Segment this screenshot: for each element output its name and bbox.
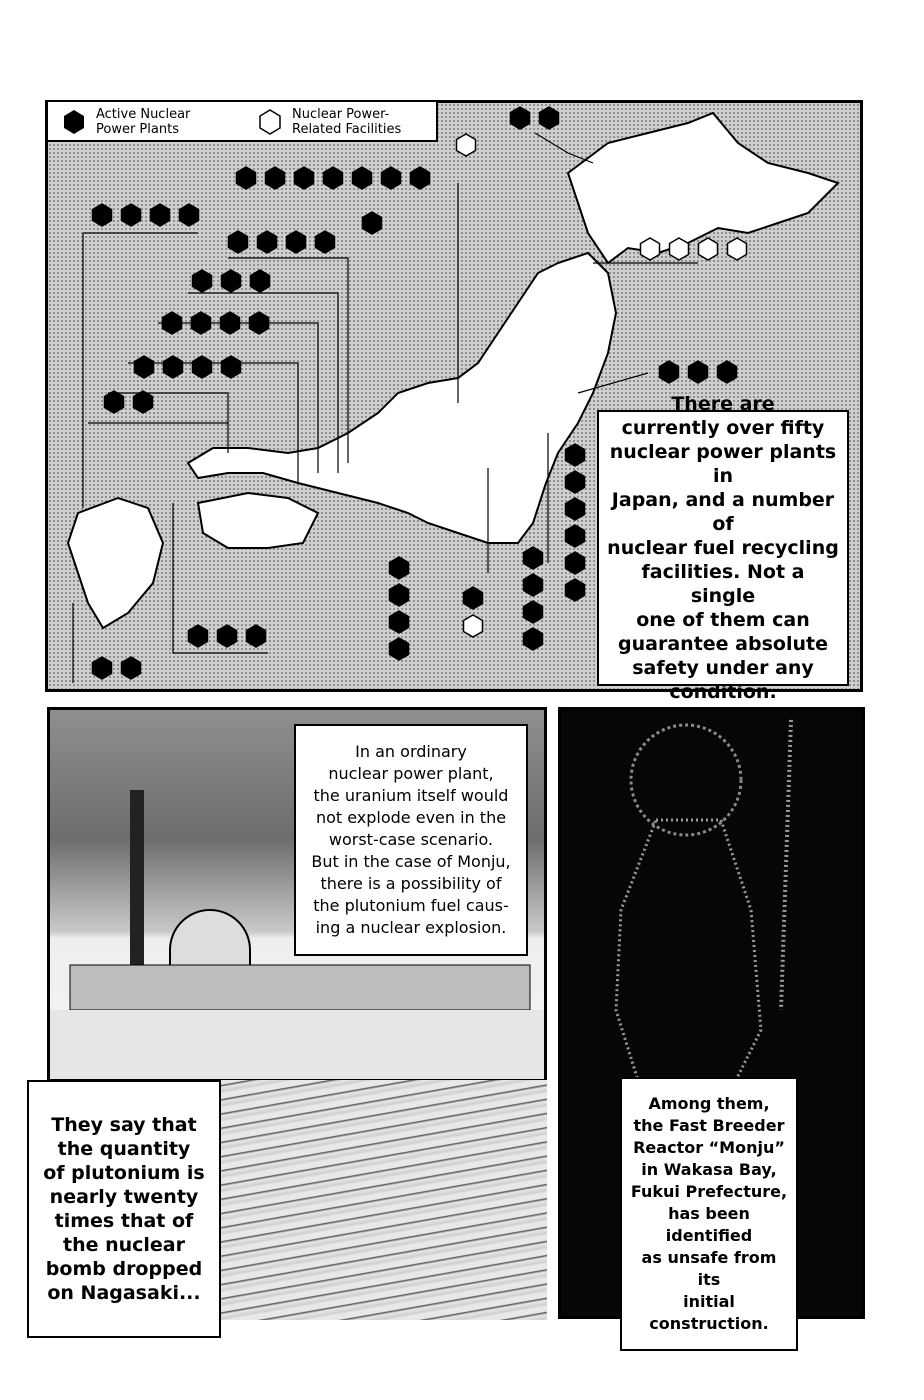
active-plant-marker-icon	[122, 657, 141, 679]
legend-related-label	[292, 107, 401, 137]
monju-caption-line: nuclear power plant,	[328, 764, 494, 783]
plant-shoreline	[50, 1010, 544, 1079]
among-caption-line: in Wakasa Bay,	[641, 1160, 777, 1179]
map-legend	[48, 102, 438, 142]
active-plant-marker-icon	[189, 625, 208, 647]
among-caption-line: as unsafe from its	[641, 1248, 777, 1289]
active-plant-marker-icon	[390, 611, 409, 633]
among-caption-line: Reactor “Monju”	[633, 1138, 785, 1157]
map-caption-line: condition.	[669, 681, 777, 703]
monju-caption-line: But in the case of Monju,	[311, 852, 511, 871]
active-plant-marker-icon	[180, 204, 199, 226]
active-plant-marker-icon	[324, 167, 343, 189]
legend-active-line1: Active Nuclear	[96, 107, 191, 122]
active-plant-marker-icon	[464, 587, 483, 609]
active-plant-marker-icon	[566, 579, 585, 601]
active-plant-marker-icon	[566, 471, 585, 493]
active-plant-marker-icon	[660, 361, 679, 383]
related-facility-icon	[260, 110, 280, 134]
active-plant-marker-icon	[164, 356, 183, 378]
active-plant-marker-icon	[363, 212, 382, 234]
related-facility-marker-icon	[699, 238, 718, 260]
active-plant-marker-icon	[229, 231, 248, 253]
legend-related-line1: Nuclear Power-	[292, 107, 390, 122]
active-plant-marker-icon	[524, 547, 543, 569]
among-caption-line: Fukui Prefecture,	[630, 1182, 788, 1201]
map-caption-line: currently over fifty	[621, 417, 825, 439]
map-caption-line: facilities. Not a single	[641, 561, 805, 607]
active-plant-marker-icon	[222, 270, 241, 292]
active-plant-marker-icon	[566, 444, 585, 466]
active-plant-marker-icon	[524, 628, 543, 650]
active-plant-marker-icon	[122, 204, 141, 226]
monju-fukui-caption	[620, 1077, 798, 1351]
active-plant-marker-icon	[540, 107, 559, 129]
active-plant-marker-icon	[247, 625, 266, 647]
active-plant-marker-icon	[93, 204, 112, 226]
active-plant-marker-icon	[382, 167, 401, 189]
active-plant-marker-icon	[93, 657, 112, 679]
active-plant-marker-icon	[287, 231, 306, 253]
active-plant-marker-icon	[566, 498, 585, 520]
plutonium-caption-line: They say that	[51, 1114, 197, 1136]
monju-caption-line: ing a nuclear explosion.	[315, 918, 507, 937]
active-plant-marker-icon	[250, 312, 269, 334]
active-plant-marker-icon	[295, 167, 314, 189]
active-plant-marker-icon	[193, 270, 212, 292]
legend-related-line2: Related Facilities	[292, 122, 402, 137]
active-plant-marker-icon	[193, 356, 212, 378]
plant-buildings	[70, 965, 530, 1010]
map-caption-line: nuclear power plants in	[609, 441, 837, 487]
active-plant-marker-icon	[105, 391, 124, 413]
active-plant-marker-icon	[390, 557, 409, 579]
active-plant-marker-icon	[390, 584, 409, 606]
map-caption-line: safety under any	[632, 657, 814, 679]
sea-waves-panel	[217, 1080, 547, 1320]
active-plant-marker-icon	[237, 167, 256, 189]
monju-caption-line: there is a possibility of	[320, 874, 502, 893]
active-plant-marker-icon	[251, 270, 270, 292]
active-plant-marker-icon	[411, 167, 430, 189]
plutonium-caption-line: of plutonium is	[43, 1162, 205, 1184]
deity-figure	[616, 820, 761, 1090]
active-plant-marker-icon	[221, 312, 240, 334]
active-plant-marker-icon	[524, 574, 543, 596]
plutonium-caption-line: bomb dropped	[45, 1258, 203, 1280]
related-facility-marker-icon	[728, 238, 747, 260]
map-caption-line: guarantee absolute	[618, 633, 828, 655]
active-plant-marker-icon	[222, 356, 241, 378]
related-facility-marker-icon	[457, 134, 476, 156]
among-caption-line: Among them,	[648, 1094, 770, 1113]
plutonium-caption-line: times that of	[54, 1210, 194, 1232]
active-plant-marker-icon	[353, 167, 372, 189]
map-caption-line: Japan, and a number of	[611, 489, 835, 535]
plutonium-caption	[27, 1080, 221, 1338]
active-plant-marker-icon	[135, 356, 154, 378]
monju-caption	[294, 724, 528, 956]
plutonium-caption-line: nearly twenty	[49, 1186, 199, 1208]
active-plant-marker-icon	[134, 391, 153, 413]
monju-caption-line: the plutonium fuel caus-	[313, 896, 509, 915]
plutonium-caption-line: on Nagasaki...	[47, 1282, 201, 1304]
active-plant-marker-icon	[316, 231, 335, 253]
active-plant-marker-icon	[718, 361, 737, 383]
active-plant-marker-icon	[151, 204, 170, 226]
active-plant-marker-icon	[258, 231, 277, 253]
among-caption-line: the Fast Breeder	[633, 1116, 785, 1135]
active-plant-marker-icon	[163, 312, 182, 334]
plutonium-caption-line: the quantity	[57, 1138, 191, 1160]
map-caption	[597, 393, 849, 703]
active-plant-marker-icon	[689, 361, 708, 383]
deity-sword	[781, 720, 791, 1010]
map-caption-line: There are	[671, 393, 775, 415]
active-plant-marker-icon	[511, 107, 530, 129]
active-plant-marker-icon	[266, 167, 285, 189]
active-plant-icon	[64, 110, 84, 134]
among-caption-line: initial construction.	[649, 1292, 769, 1333]
legend-active-line2: Power Plants	[96, 122, 179, 137]
plutonium-caption-line: the nuclear	[62, 1234, 185, 1256]
map-caption-line: nuclear fuel recycling	[607, 537, 839, 559]
active-plant-marker-icon	[192, 312, 211, 334]
among-caption-line: has been identified	[665, 1204, 753, 1245]
active-plant-marker-icon	[524, 601, 543, 623]
active-plant-marker-icon	[566, 525, 585, 547]
active-plant-marker-icon	[218, 625, 237, 647]
monju-caption-line: worst-case scenario.	[328, 830, 494, 849]
map-caption-line: one of them can	[636, 609, 810, 631]
monju-caption-line: In an ordinary	[355, 742, 467, 761]
active-plant-marker-icon	[390, 638, 409, 660]
shikoku-island	[198, 493, 318, 548]
kyushu-island	[68, 498, 163, 628]
monju-caption-line: not explode even in the	[315, 808, 507, 827]
related-facility-marker-icon	[641, 238, 660, 260]
related-facility-marker-icon	[464, 615, 483, 637]
monju-caption-line: the uranium itself would	[313, 786, 509, 805]
related-facility-marker-icon	[670, 238, 689, 260]
legend-active-label	[96, 107, 190, 137]
plant-tower	[130, 790, 144, 990]
active-plant-marker-icon	[566, 552, 585, 574]
